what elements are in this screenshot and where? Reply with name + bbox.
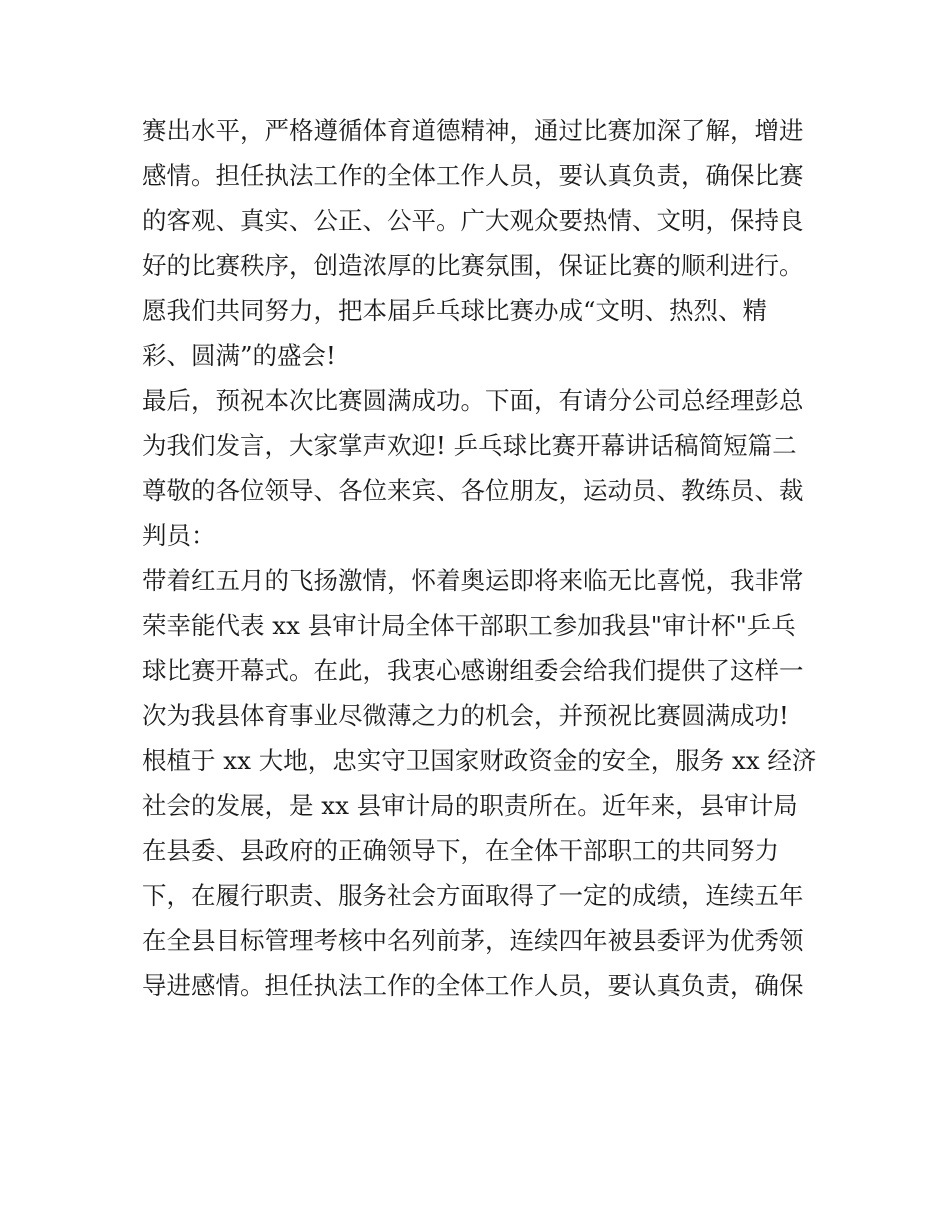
text-line: 尊敬的各位领导、各位来宾、各位朋友，运动员、教练员、裁 <box>142 476 804 505</box>
text-line: 最后，预祝本次比赛圆满成功。下面，有请分公司总经理彭总 <box>142 386 804 415</box>
text-line: 的客观、真实、公正、公平。广大观众要热情、文明，保持良 <box>142 206 804 235</box>
text-line: 社会的发展，是 xx 县审计局的职责所在。近年来，县审计局 <box>142 791 798 820</box>
text-line: 愿我们共同努力，把本届乒乓球比赛办成“文明、热烈、精 <box>142 296 768 325</box>
body-text <box>142 108 822 1008</box>
text-line: 赛出水平，严格遵循体育道德精神，通过比赛加深了解，增进 <box>142 116 804 145</box>
text-line: 球比赛开幕式。在此，我衷心感谢组委会给我们提供了这样一 <box>142 656 804 685</box>
text-line: 在全县目标管理考核中名列前茅，连续四年被县委评为优秀领 <box>142 926 804 955</box>
text-line: 在县委、县政府的正确领导下，在全体干部职工的共同努力 <box>142 836 779 865</box>
text-line: 荣幸能代表 xx 县审计局全体干部职工参加我县"审计杯"乒乓 <box>142 611 796 640</box>
text-line: 为我们发言，大家掌声欢迎! 乒乓球比赛开幕讲话稿简短篇二 <box>142 431 797 460</box>
text-line: 带着红五月的飞扬激情，怀着奥运即将来临无比喜悦，我非常 <box>142 566 804 595</box>
text-line: 导进感情。担任执法工作的全体工作人员，要认真负责，确保 <box>142 971 804 1000</box>
text-line: 判员： <box>142 521 216 550</box>
text-line: 彩、圆满”的盛会! <box>142 341 336 370</box>
text-line: 感情。担任执法工作的全体工作人员，要认真负责，确保比赛 <box>142 161 804 190</box>
text-line: 下，在履行职责、服务社会方面取得了一定的成绩，连续五年 <box>142 881 804 910</box>
text-line: 次为我县体育事业尽微薄之力的机会，并预祝比赛圆满成功! <box>142 701 789 730</box>
text-line: 根植于 xx 大地，忠实守卫国家财政资金的安全，服务 xx 经济 <box>142 746 817 775</box>
text-line: 好的比赛秩序，创造浓厚的比赛氛围，保证比赛的顺利进行。 <box>142 251 804 280</box>
